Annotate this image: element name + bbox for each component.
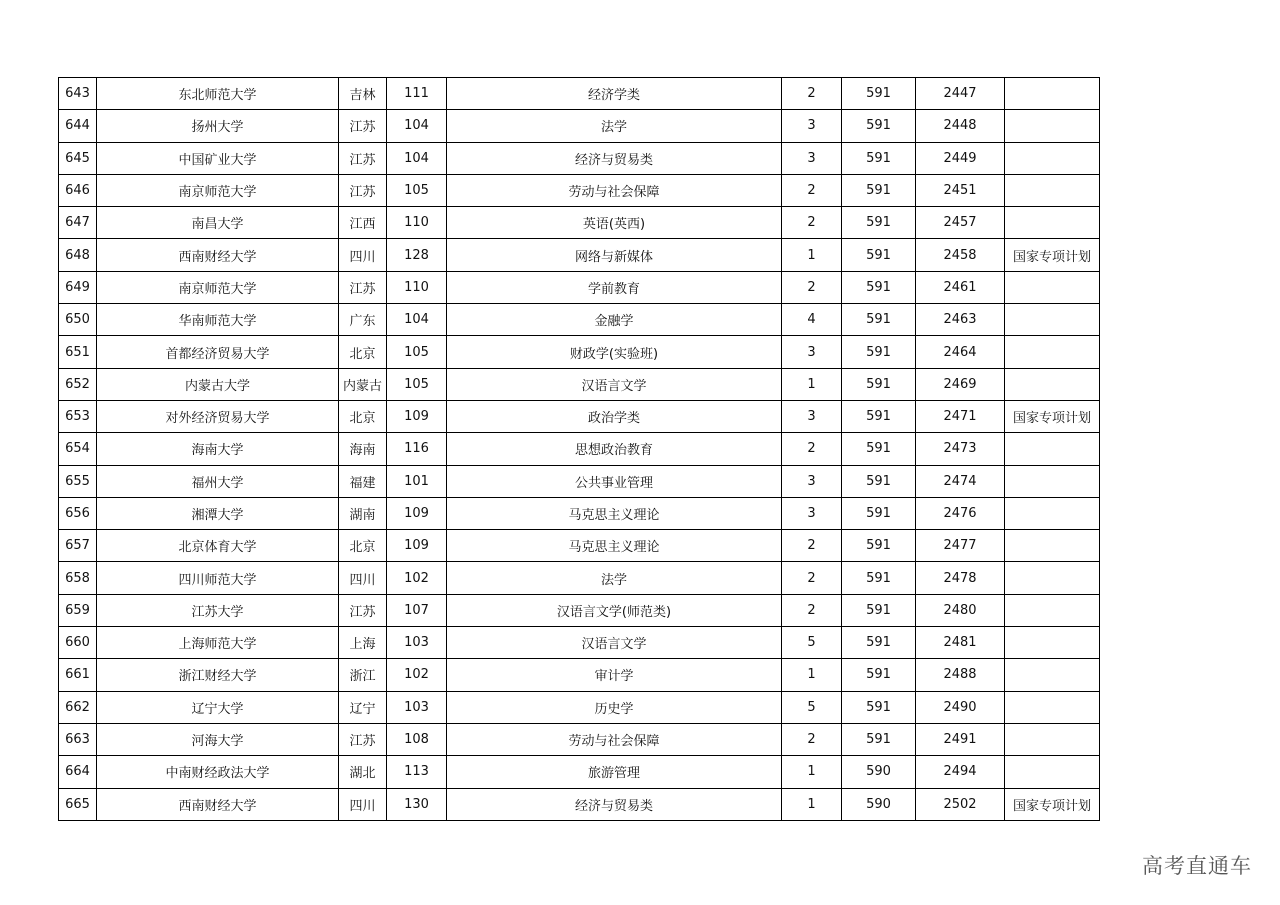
university-cell: 福州大学 xyxy=(97,465,339,497)
table-row xyxy=(59,465,1100,497)
rank-cell: 2447 xyxy=(916,78,1005,110)
plan-cell: 3 xyxy=(782,497,842,529)
major-cell: 劳动与社会保障 xyxy=(447,174,782,206)
note-cell xyxy=(1005,433,1100,465)
seq-cell: 657 xyxy=(59,530,97,562)
code-cell: 109 xyxy=(387,530,447,562)
table-row xyxy=(59,400,1100,432)
min-score-cell: 591 xyxy=(842,271,916,303)
table-row xyxy=(59,142,1100,174)
province-cell: 浙江 xyxy=(339,659,387,691)
table-row xyxy=(59,788,1100,820)
major-cell: 网络与新媒体 xyxy=(447,239,782,271)
rank-cell: 2449 xyxy=(916,142,1005,174)
table-row xyxy=(59,336,1100,368)
code-cell: 128 xyxy=(387,239,447,271)
min-score-cell: 591 xyxy=(842,723,916,755)
province-cell: 广东 xyxy=(339,304,387,336)
major-cell: 政治学类 xyxy=(447,400,782,432)
seq-cell: 647 xyxy=(59,207,97,239)
table-row xyxy=(59,562,1100,594)
university-cell: 南京师范大学 xyxy=(97,174,339,206)
major-cell: 思想政治教育 xyxy=(447,433,782,465)
major-cell: 旅游管理 xyxy=(447,756,782,788)
rank-cell: 2448 xyxy=(916,110,1005,142)
seq-cell: 660 xyxy=(59,627,97,659)
rank-cell: 2476 xyxy=(916,497,1005,529)
major-cell: 汉语言文学(师范类) xyxy=(447,594,782,626)
code-cell: 108 xyxy=(387,723,447,755)
note-cell xyxy=(1005,627,1100,659)
plan-cell: 3 xyxy=(782,142,842,174)
major-cell: 公共事业管理 xyxy=(447,465,782,497)
min-score-cell: 591 xyxy=(842,562,916,594)
university-cell: 中南财经政法大学 xyxy=(97,756,339,788)
university-cell: 上海师范大学 xyxy=(97,627,339,659)
min-score-cell: 591 xyxy=(842,207,916,239)
university-cell: 华南师范大学 xyxy=(97,304,339,336)
province-cell: 海南 xyxy=(339,433,387,465)
table-row xyxy=(59,271,1100,303)
code-cell: 101 xyxy=(387,465,447,497)
rank-cell: 2478 xyxy=(916,562,1005,594)
min-score-cell: 591 xyxy=(842,142,916,174)
province-cell: 上海 xyxy=(339,627,387,659)
table-row xyxy=(59,368,1100,400)
university-cell: 北京体育大学 xyxy=(97,530,339,562)
rank-cell: 2480 xyxy=(916,594,1005,626)
rank-cell: 2461 xyxy=(916,271,1005,303)
note-cell xyxy=(1005,78,1100,110)
major-cell: 英语(英西) xyxy=(447,207,782,239)
rank-cell: 2488 xyxy=(916,659,1005,691)
code-cell: 104 xyxy=(387,110,447,142)
seq-cell: 664 xyxy=(59,756,97,788)
note-cell xyxy=(1005,465,1100,497)
plan-cell: 2 xyxy=(782,594,842,626)
seq-cell: 648 xyxy=(59,239,97,271)
note-cell: 国家专项计划 xyxy=(1005,400,1100,432)
min-score-cell: 591 xyxy=(842,497,916,529)
rank-cell: 2458 xyxy=(916,239,1005,271)
min-score-cell: 591 xyxy=(842,110,916,142)
note-cell xyxy=(1005,659,1100,691)
rank-cell: 2481 xyxy=(916,627,1005,659)
min-score-cell: 591 xyxy=(842,465,916,497)
table-row xyxy=(59,530,1100,562)
university-cell: 首都经济贸易大学 xyxy=(97,336,339,368)
min-score-cell: 591 xyxy=(842,304,916,336)
rank-cell: 2473 xyxy=(916,433,1005,465)
university-cell: 湘潭大学 xyxy=(97,497,339,529)
note-cell: 国家专项计划 xyxy=(1005,788,1100,820)
seq-cell: 661 xyxy=(59,659,97,691)
note-cell xyxy=(1005,174,1100,206)
note-cell xyxy=(1005,207,1100,239)
rank-cell: 2474 xyxy=(916,465,1005,497)
code-cell: 103 xyxy=(387,691,447,723)
plan-cell: 2 xyxy=(782,530,842,562)
major-cell: 马克思主义理论 xyxy=(447,530,782,562)
province-cell: 四川 xyxy=(339,562,387,594)
seq-cell: 645 xyxy=(59,142,97,174)
code-cell: 116 xyxy=(387,433,447,465)
province-cell: 江苏 xyxy=(339,723,387,755)
province-cell: 江苏 xyxy=(339,110,387,142)
province-cell: 四川 xyxy=(339,239,387,271)
rank-cell: 2477 xyxy=(916,530,1005,562)
code-cell: 103 xyxy=(387,627,447,659)
province-cell: 江西 xyxy=(339,207,387,239)
note-cell xyxy=(1005,497,1100,529)
rank-cell: 2451 xyxy=(916,174,1005,206)
major-cell: 学前教育 xyxy=(447,271,782,303)
rank-cell: 2464 xyxy=(916,336,1005,368)
province-cell: 福建 xyxy=(339,465,387,497)
note-cell xyxy=(1005,110,1100,142)
plan-cell: 2 xyxy=(782,723,842,755)
major-cell: 汉语言文学 xyxy=(447,627,782,659)
code-cell: 105 xyxy=(387,336,447,368)
major-cell: 法学 xyxy=(447,562,782,594)
rank-cell: 2471 xyxy=(916,400,1005,432)
university-cell: 对外经济贸易大学 xyxy=(97,400,339,432)
table-row xyxy=(59,304,1100,336)
university-cell: 东北师范大学 xyxy=(97,78,339,110)
code-cell: 104 xyxy=(387,142,447,174)
table-row xyxy=(59,207,1100,239)
min-score-cell: 591 xyxy=(842,691,916,723)
plan-cell: 4 xyxy=(782,304,842,336)
seq-cell: 646 xyxy=(59,174,97,206)
min-score-cell: 591 xyxy=(842,530,916,562)
rank-cell: 2457 xyxy=(916,207,1005,239)
table-row xyxy=(59,110,1100,142)
seq-cell: 662 xyxy=(59,691,97,723)
major-cell: 审计学 xyxy=(447,659,782,691)
note-cell xyxy=(1005,723,1100,755)
code-cell: 105 xyxy=(387,174,447,206)
plan-cell: 3 xyxy=(782,400,842,432)
code-cell: 130 xyxy=(387,788,447,820)
min-score-cell: 591 xyxy=(842,368,916,400)
major-cell: 劳动与社会保障 xyxy=(447,723,782,755)
min-score-cell: 591 xyxy=(842,78,916,110)
major-cell: 历史学 xyxy=(447,691,782,723)
university-cell: 西南财经大学 xyxy=(97,788,339,820)
rank-cell: 2469 xyxy=(916,368,1005,400)
province-cell: 四川 xyxy=(339,788,387,820)
plan-cell: 5 xyxy=(782,691,842,723)
note-cell xyxy=(1005,756,1100,788)
seq-cell: 649 xyxy=(59,271,97,303)
code-cell: 105 xyxy=(387,368,447,400)
note-cell xyxy=(1005,691,1100,723)
table-row xyxy=(59,174,1100,206)
plan-cell: 2 xyxy=(782,562,842,594)
university-cell: 中国矿业大学 xyxy=(97,142,339,174)
university-cell: 南昌大学 xyxy=(97,207,339,239)
province-cell: 北京 xyxy=(339,336,387,368)
major-cell: 马克思主义理论 xyxy=(447,497,782,529)
university-cell: 辽宁大学 xyxy=(97,691,339,723)
major-cell: 经济与贸易类 xyxy=(447,142,782,174)
min-score-cell: 591 xyxy=(842,594,916,626)
province-cell: 江苏 xyxy=(339,174,387,206)
note-cell: 国家专项计划 xyxy=(1005,239,1100,271)
seq-cell: 654 xyxy=(59,433,97,465)
code-cell: 102 xyxy=(387,562,447,594)
major-cell: 法学 xyxy=(447,110,782,142)
university-cell: 扬州大学 xyxy=(97,110,339,142)
university-cell: 南京师范大学 xyxy=(97,271,339,303)
seq-cell: 658 xyxy=(59,562,97,594)
province-cell: 江苏 xyxy=(339,271,387,303)
plan-cell: 3 xyxy=(782,110,842,142)
seq-cell: 665 xyxy=(59,788,97,820)
min-score-cell: 591 xyxy=(842,627,916,659)
province-cell: 北京 xyxy=(339,530,387,562)
table-row xyxy=(59,78,1100,110)
table-row xyxy=(59,756,1100,788)
note-cell xyxy=(1005,530,1100,562)
seq-cell: 653 xyxy=(59,400,97,432)
university-cell: 内蒙古大学 xyxy=(97,368,339,400)
province-cell: 内蒙古 xyxy=(339,368,387,400)
watermark-text: 高考直通车 xyxy=(1142,854,1252,878)
plan-cell: 1 xyxy=(782,659,842,691)
table-body xyxy=(59,78,1100,821)
min-score-cell: 590 xyxy=(842,788,916,820)
min-score-cell: 591 xyxy=(842,400,916,432)
note-cell xyxy=(1005,142,1100,174)
plan-cell: 3 xyxy=(782,465,842,497)
note-cell xyxy=(1005,271,1100,303)
table-row xyxy=(59,627,1100,659)
rank-cell: 2491 xyxy=(916,723,1005,755)
province-cell: 湖南 xyxy=(339,497,387,529)
plan-cell: 3 xyxy=(782,336,842,368)
seq-cell: 663 xyxy=(59,723,97,755)
major-cell: 财政学(实验班) xyxy=(447,336,782,368)
plan-cell: 2 xyxy=(782,78,842,110)
seq-cell: 656 xyxy=(59,497,97,529)
university-cell: 四川师范大学 xyxy=(97,562,339,594)
note-cell xyxy=(1005,594,1100,626)
plan-cell: 2 xyxy=(782,271,842,303)
min-score-cell: 591 xyxy=(842,239,916,271)
university-cell: 河海大学 xyxy=(97,723,339,755)
code-cell: 104 xyxy=(387,304,447,336)
code-cell: 109 xyxy=(387,497,447,529)
plan-cell: 1 xyxy=(782,239,842,271)
table-row xyxy=(59,497,1100,529)
code-cell: 110 xyxy=(387,207,447,239)
major-cell: 经济与贸易类 xyxy=(447,788,782,820)
plan-cell: 1 xyxy=(782,368,842,400)
table-row xyxy=(59,659,1100,691)
code-cell: 107 xyxy=(387,594,447,626)
table-row xyxy=(59,239,1100,271)
province-cell: 吉林 xyxy=(339,78,387,110)
major-cell: 经济学类 xyxy=(447,78,782,110)
major-cell: 汉语言文学 xyxy=(447,368,782,400)
rank-cell: 2502 xyxy=(916,788,1005,820)
seq-cell: 655 xyxy=(59,465,97,497)
min-score-cell: 591 xyxy=(842,174,916,206)
plan-cell: 2 xyxy=(782,174,842,206)
university-cell: 浙江财经大学 xyxy=(97,659,339,691)
note-cell xyxy=(1005,304,1100,336)
code-cell: 102 xyxy=(387,659,447,691)
seq-cell: 644 xyxy=(59,110,97,142)
table-row xyxy=(59,594,1100,626)
code-cell: 111 xyxy=(387,78,447,110)
note-cell xyxy=(1005,368,1100,400)
plan-cell: 5 xyxy=(782,627,842,659)
plan-cell: 2 xyxy=(782,207,842,239)
province-cell: 北京 xyxy=(339,400,387,432)
plan-cell: 1 xyxy=(782,788,842,820)
seq-cell: 659 xyxy=(59,594,97,626)
plan-cell: 2 xyxy=(782,433,842,465)
university-cell: 海南大学 xyxy=(97,433,339,465)
min-score-cell: 590 xyxy=(842,756,916,788)
province-cell: 江苏 xyxy=(339,142,387,174)
university-cell: 西南财经大学 xyxy=(97,239,339,271)
rank-cell: 2494 xyxy=(916,756,1005,788)
seq-cell: 652 xyxy=(59,368,97,400)
rank-cell: 2490 xyxy=(916,691,1005,723)
code-cell: 110 xyxy=(387,271,447,303)
seq-cell: 650 xyxy=(59,304,97,336)
plan-cell: 1 xyxy=(782,756,842,788)
note-cell xyxy=(1005,562,1100,594)
min-score-cell: 591 xyxy=(842,336,916,368)
province-cell: 湖北 xyxy=(339,756,387,788)
note-cell xyxy=(1005,336,1100,368)
seq-cell: 651 xyxy=(59,336,97,368)
min-score-cell: 591 xyxy=(842,659,916,691)
code-cell: 113 xyxy=(387,756,447,788)
admission-table xyxy=(58,77,1100,821)
major-cell: 金融学 xyxy=(447,304,782,336)
code-cell: 109 xyxy=(387,400,447,432)
seq-cell: 643 xyxy=(59,78,97,110)
table-row xyxy=(59,723,1100,755)
university-cell: 江苏大学 xyxy=(97,594,339,626)
table-row xyxy=(59,691,1100,723)
table-row xyxy=(59,433,1100,465)
min-score-cell: 591 xyxy=(842,433,916,465)
rank-cell: 2463 xyxy=(916,304,1005,336)
province-cell: 江苏 xyxy=(339,594,387,626)
province-cell: 辽宁 xyxy=(339,691,387,723)
